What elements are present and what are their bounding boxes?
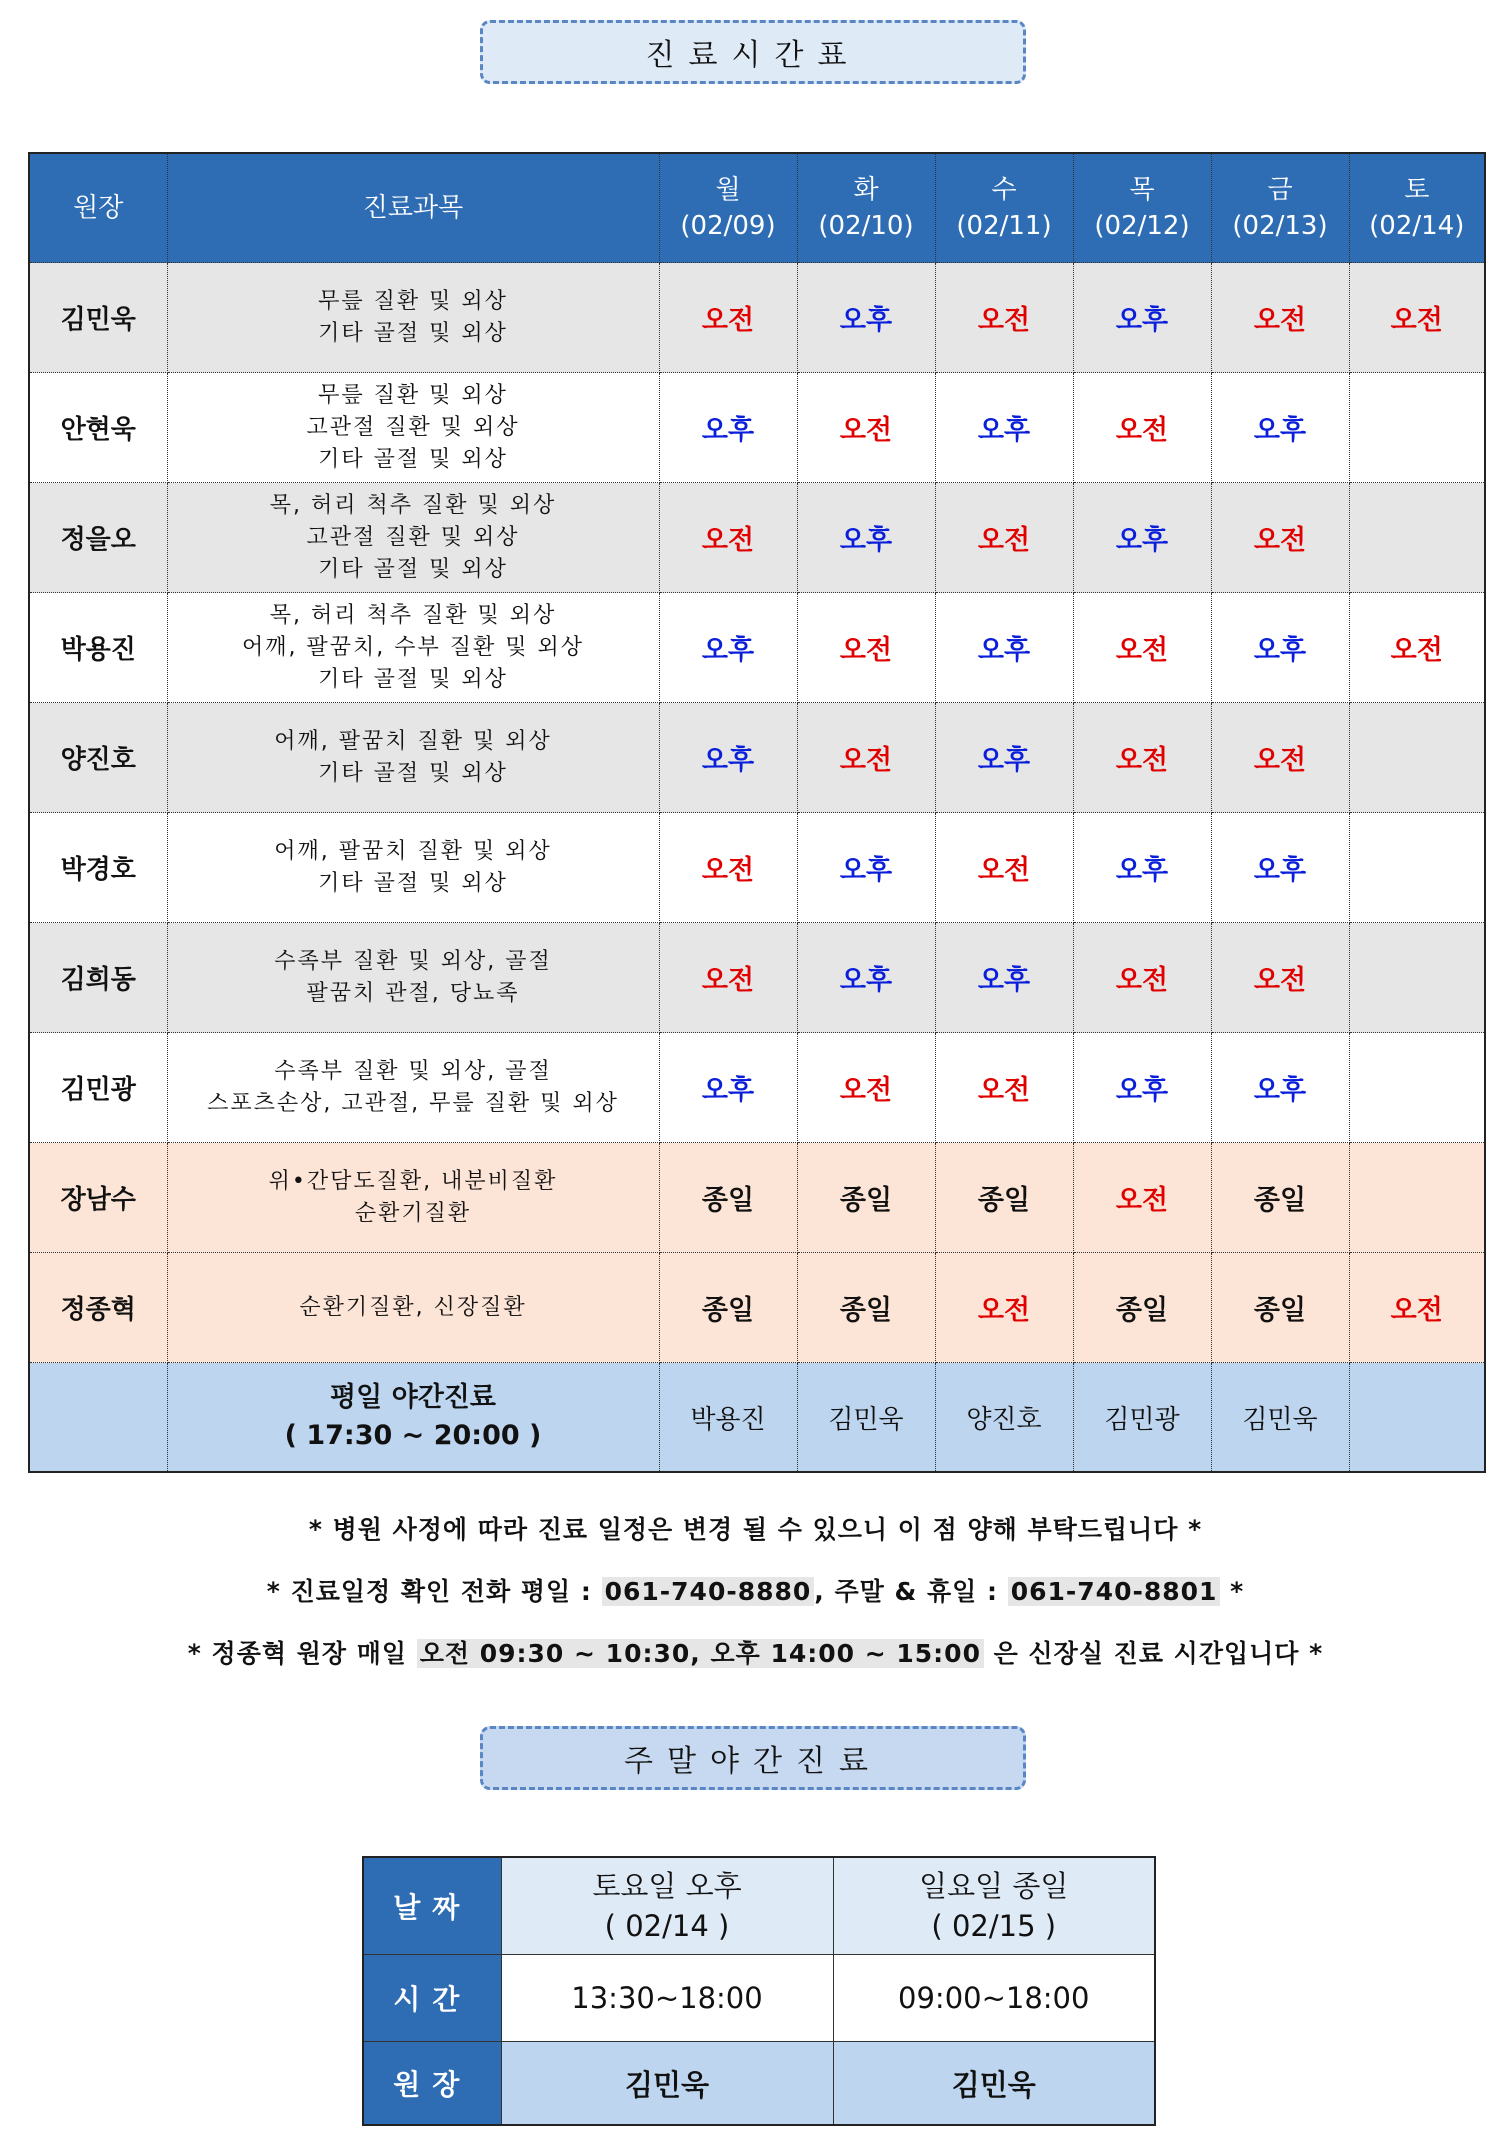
night-hours: ( 17:30 ~ 20:00 ) [284, 1420, 542, 1451]
subject-line: 수족부 질환 및 외상, 골절 [274, 1058, 552, 1084]
doctor-name: 박용진 [29, 593, 167, 703]
schedule-body [29, 263, 1485, 1473]
day-name: 수 [991, 175, 1017, 205]
day-header-sat [1349, 153, 1485, 263]
doctor-row [29, 923, 1485, 1033]
subject-header: 진료과목 [167, 153, 659, 263]
weekend-day: 일요일 종일 [919, 1869, 1069, 1903]
doctor-header: 원장 [29, 153, 167, 263]
schedule-slot: 오전 [797, 1033, 935, 1143]
day-header-mon [659, 153, 797, 263]
schedule-slot: 오전 [935, 263, 1073, 373]
schedule-slot: 오전 [797, 593, 935, 703]
schedule-slot: 오후 [659, 373, 797, 483]
weekend-doctor-row [363, 2042, 1155, 2126]
day-name: 금 [1267, 175, 1293, 205]
schedule-slot: 오전 [1349, 1253, 1485, 1363]
schedule-table [28, 152, 1486, 1473]
weekend-doctor-sat: 김민욱 [501, 2042, 833, 2126]
schedule-slot: 종일 [1211, 1143, 1349, 1253]
weekend-time-sat: 13:30~18:00 [501, 1955, 833, 2042]
notice-dialysis [0, 1634, 1511, 1670]
subject-line: 어깨, 팔꿈치 질환 및 외상 [274, 728, 552, 754]
schedule-slot [1349, 923, 1485, 1033]
doctor-row [29, 1033, 1485, 1143]
subject-line: 스포츠손상, 고관절, 무릎 질환 및 외상 [207, 1090, 619, 1116]
subject-cell [167, 923, 659, 1033]
weekend-table [362, 1856, 1156, 2126]
schedule-slot: 오후 [1211, 813, 1349, 923]
doctor-row [29, 703, 1485, 813]
subject-line: 기타 골절 및 외상 [318, 870, 508, 896]
subject-line: 고관절 질환 및 외상 [306, 524, 520, 550]
schedule-slot: 오후 [935, 593, 1073, 703]
subject-line: 무릎 질환 및 외상 [318, 288, 508, 314]
notice-schedule-change: * 병원 사정에 따라 진료 일정은 변경 될 수 있으니 이 점 양해 부탁드립니다 * [308, 1515, 1203, 1544]
day-date: (02/10) [818, 211, 914, 241]
schedule-slot: 오전 [1211, 263, 1349, 373]
schedule-slot: 오후 [797, 923, 935, 1033]
notice-dialysis-prefix: * 정종혁 원장 매일 [187, 1639, 417, 1668]
subject-cell [167, 263, 659, 373]
day-date: (02/13) [1232, 211, 1328, 241]
subject-line: 팔꿈치 관절, 당뇨족 [306, 980, 520, 1006]
night-doctor: 김민욱 [797, 1363, 935, 1473]
doctor-name: 김민욱 [29, 263, 167, 373]
schedule-slot: 종일 [797, 1143, 935, 1253]
night-doctor [1349, 1363, 1485, 1473]
schedule-slot: 오후 [1211, 593, 1349, 703]
schedule-slot: 종일 [659, 1143, 797, 1253]
doctor-row [29, 813, 1485, 923]
weekend-date-sat [501, 1857, 833, 1955]
schedule-slot [1349, 483, 1485, 593]
schedule-slot: 오전 [1211, 923, 1349, 1033]
schedule-slot: 오후 [935, 923, 1073, 1033]
day-header-wed [935, 153, 1073, 263]
header-row [29, 153, 1485, 263]
doctor-row [29, 1143, 1485, 1253]
schedule-slot [1349, 1143, 1485, 1253]
weekend-date: ( 02/14 ) [604, 1909, 730, 1943]
night-empty-cell [29, 1363, 167, 1473]
night-doctor: 박용진 [659, 1363, 797, 1473]
schedule-slot: 오전 [659, 263, 797, 373]
weekend-time-label: 시간 [363, 1955, 501, 2042]
schedule-slot: 오전 [935, 483, 1073, 593]
schedule-slot: 오후 [1073, 813, 1211, 923]
schedule-slot: 오후 [797, 813, 935, 923]
night-row [29, 1363, 1485, 1473]
schedule-slot [1349, 373, 1485, 483]
day-name: 토 [1404, 175, 1430, 205]
subject-cell [167, 1253, 659, 1363]
subject-line: 기타 골절 및 외상 [318, 320, 508, 346]
doctor-name: 김희동 [29, 923, 167, 1033]
schedule-slot: 오후 [659, 703, 797, 813]
day-name: 월 [715, 175, 741, 205]
subject-line: 목, 허리 척추 질환 및 외상 [269, 492, 557, 518]
weekend-doctor-label: 원장 [363, 2042, 501, 2126]
schedule-slot: 오후 [1073, 1033, 1211, 1143]
subject-line: 기타 골절 및 외상 [318, 666, 508, 692]
subject-line: 무릎 질환 및 외상 [318, 382, 508, 408]
night-label: 평일 야간진료 [330, 1382, 496, 1413]
night-label-cell [167, 1363, 659, 1473]
night-doctor: 양진호 [935, 1363, 1073, 1473]
subject-cell [167, 373, 659, 483]
schedule-slot: 오후 [797, 263, 935, 373]
doctor-row [29, 483, 1485, 593]
weekend-doctor-sun: 김민욱 [833, 2042, 1155, 2126]
doctor-name: 박경호 [29, 813, 167, 923]
subject-line: 수족부 질환 및 외상, 골절 [274, 948, 552, 974]
notice-phone [0, 1572, 1511, 1608]
day-date: (02/11) [956, 211, 1052, 241]
subject-line: 고관절 질환 및 외상 [306, 414, 520, 440]
doctor-row [29, 373, 1485, 483]
day-name: 목 [1129, 175, 1155, 205]
weekday-phone: 061-740-8880 [602, 1577, 815, 1606]
notice-phone-mid: , 주말 & 휴일 : [814, 1577, 1008, 1606]
weekend-date-row [363, 1857, 1155, 1955]
subject-line: 기타 골절 및 외상 [318, 556, 508, 582]
schedule-slot: 오후 [1211, 373, 1349, 483]
weekend-date-sun [833, 1857, 1155, 1955]
schedule-slot: 오전 [935, 813, 1073, 923]
subject-cell [167, 483, 659, 593]
schedule-slot: 오후 [1211, 1033, 1349, 1143]
schedule-slot: 오후 [1073, 483, 1211, 593]
weekend-title: 주말야간진료 [480, 1726, 1026, 1790]
subject-line: 어깨, 팔꿈치 질환 및 외상 [274, 838, 552, 864]
weekend-phone: 061-740-8801 [1008, 1577, 1221, 1606]
notice-dialysis-suffix: 은 신장실 진료 시간입니다 * [983, 1639, 1324, 1668]
schedule-slot: 오후 [797, 483, 935, 593]
schedule-slot: 오전 [1073, 593, 1211, 703]
schedule-slot: 오전 [1073, 923, 1211, 1033]
day-header-fri [1211, 153, 1349, 263]
subject-line: 기타 골절 및 외상 [318, 446, 508, 472]
weekend-date: ( 02/15 ) [931, 1909, 1057, 1943]
notice-phone-prefix: * 진료일정 확인 전화 평일 : [266, 1577, 602, 1606]
subject-line: 위•간담도질환, 내분비질환 [268, 1168, 558, 1194]
schedule-slot: 오후 [659, 593, 797, 703]
schedule-title: 진료시간표 [480, 20, 1026, 84]
schedule-slot: 종일 [659, 1253, 797, 1363]
doctor-row [29, 1253, 1485, 1363]
weekend-day: 토요일 오후 [592, 1869, 742, 1903]
subject-line: 어깨, 팔꿈치, 수부 질환 및 외상 [242, 634, 584, 660]
schedule-slot: 오전 [1073, 1143, 1211, 1253]
schedule-slot: 오전 [1211, 703, 1349, 813]
subject-cell [167, 1033, 659, 1143]
schedule-slot: 종일 [1073, 1253, 1211, 1363]
subject-line: 순환기질환, 신장질환 [299, 1294, 527, 1320]
schedule-slot [1349, 1033, 1485, 1143]
schedule-slot: 종일 [1211, 1253, 1349, 1363]
weekend-time-sun: 09:00~18:00 [833, 1955, 1155, 2042]
doctor-name: 김민광 [29, 1033, 167, 1143]
schedule-slot: 오전 [1073, 373, 1211, 483]
doctor-row [29, 263, 1485, 373]
day-name: 화 [853, 175, 879, 205]
notice-phone-suffix: * [1220, 1577, 1245, 1606]
schedule-slot [1349, 813, 1485, 923]
doctor-name: 양진호 [29, 703, 167, 813]
schedule-slot: 오후 [659, 1033, 797, 1143]
day-header-thu [1073, 153, 1211, 263]
subject-line: 목, 허리 척추 질환 및 외상 [269, 602, 557, 628]
subject-line: 기타 골절 및 외상 [318, 760, 508, 786]
subject-cell [167, 1143, 659, 1253]
dialysis-hours: 오전 09:30 ~ 10:30, 오후 14:00 ~ 15:00 [417, 1639, 984, 1668]
weekend-date-label: 날짜 [363, 1857, 501, 1955]
doctor-name: 정을오 [29, 483, 167, 593]
schedule-slot: 오후 [935, 703, 1073, 813]
schedule-slot [1349, 703, 1485, 813]
schedule-slot: 오전 [797, 373, 935, 483]
schedule-slot: 오전 [659, 483, 797, 593]
subject-cell [167, 593, 659, 703]
schedule-slot: 오전 [797, 703, 935, 813]
schedule-slot: 오전 [659, 923, 797, 1033]
schedule-slot: 오후 [935, 373, 1073, 483]
doctor-name: 장남수 [29, 1143, 167, 1253]
subject-cell [167, 703, 659, 813]
subject-cell [167, 813, 659, 923]
schedule-slot: 종일 [797, 1253, 935, 1363]
doctor-name: 안현욱 [29, 373, 167, 483]
schedule-slot: 오후 [1073, 263, 1211, 373]
day-date: (02/09) [680, 211, 776, 241]
schedule-slot: 오전 [659, 813, 797, 923]
day-date: (02/14) [1369, 211, 1465, 241]
schedule-slot: 오전 [1211, 483, 1349, 593]
schedule-slot: 오전 [935, 1253, 1073, 1363]
schedule-slot: 종일 [935, 1143, 1073, 1253]
subject-line: 순환기질환 [354, 1200, 472, 1226]
schedule-slot: 오전 [1349, 593, 1485, 703]
doctor-name: 정종혁 [29, 1253, 167, 1363]
schedule-slot: 오전 [1349, 263, 1485, 373]
day-header-tue [797, 153, 935, 263]
day-date: (02/12) [1094, 211, 1190, 241]
schedule-slot: 오전 [935, 1033, 1073, 1143]
night-doctor: 김민광 [1073, 1363, 1211, 1473]
night-doctor: 김민욱 [1211, 1363, 1349, 1473]
weekend-time-row [363, 1955, 1155, 2042]
doctor-row [29, 593, 1485, 703]
schedule-slot: 오전 [1073, 703, 1211, 813]
